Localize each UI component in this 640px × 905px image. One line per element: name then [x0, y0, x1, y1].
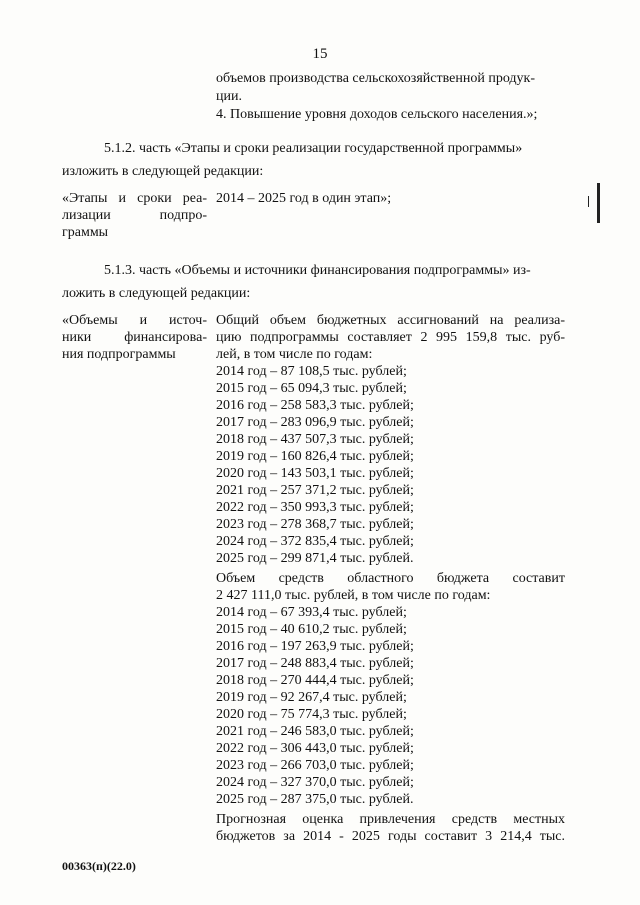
list-item: 2017 год – 283 096,9 тыс. рублей; — [216, 415, 414, 430]
local-intro-line: бюджетов за 2014 - 2025 годы составит 3 214,4 тыс. — [216, 829, 565, 844]
list-item: 2022 год – 350 993,3 тыс. рублей; — [216, 500, 414, 515]
document-code: 00363(п)(22.0) — [62, 859, 136, 873]
stages-label-line: «Этапы и сроки реа- — [62, 191, 207, 206]
list-item: 2024 год – 327 370,0 тыс. рублей; — [216, 775, 414, 790]
text-line: объемов производства сельскохозяйственной продук- — [216, 71, 535, 86]
list-item: 2023 год – 278 368,7 тыс. рублей; — [216, 517, 414, 532]
funding-label-line: ники финансирова- — [62, 330, 207, 345]
list-item: 2022 год – 306 443,0 тыс. рублей; — [216, 741, 414, 756]
funding-intro-line: Общий объем бюджетных ассигнований на реализа- — [216, 313, 565, 328]
stages-label-line: лизации подпро- — [62, 208, 207, 223]
paragraph-5-1-3-line: ложить в следующей редакции: — [62, 286, 251, 301]
local-intro-line: Прогнозная оценка привлечения средств местных — [216, 812, 565, 827]
list-item: 2016 год – 258 583,3 тыс. рублей; — [216, 398, 414, 413]
regional-intro-line: Объем средств областного бюджета составит — [216, 571, 565, 586]
regional-intro-line: 2 427 111,0 тыс. рублей, в том числе по годам: — [216, 588, 491, 603]
paragraph-5-1-3-line: 5.1.3. часть «Объемы и источники финансирования подпрограммы» из- — [104, 263, 531, 278]
list-item: 2017 год – 248 883,4 тыс. рублей; — [216, 656, 414, 671]
list-item: 2014 год – 67 393,4 тыс. рублей; — [216, 605, 407, 620]
funding-intro-line: цию подпрограммы составляет 2 995 159,8 тыс. руб- — [216, 330, 565, 345]
margin-mark — [597, 183, 600, 223]
stages-label-line: граммы — [62, 225, 109, 240]
text-line: 4. Повышение уровня доходов сельского населения.»; — [216, 107, 538, 122]
text-line: ции. — [216, 89, 242, 104]
list-item: 2025 год – 287 375,0 тыс. рублей. — [216, 792, 414, 807]
list-item: 2021 год – 257 371,2 тыс. рублей; — [216, 483, 414, 498]
list-item: 2020 год – 75 774,3 тыс. рублей; — [216, 707, 407, 722]
page-number: 15 — [312, 46, 328, 62]
list-item: 2019 год – 92 267,4 тыс. рублей; — [216, 690, 407, 705]
paragraph-5-1-2-line: 5.1.2. часть «Этапы и сроки реализации государственной программы» — [104, 141, 523, 156]
margin-mark — [588, 196, 589, 207]
list-item: 2023 год – 266 703,0 тыс. рублей; — [216, 758, 414, 773]
funding-intro-line: лей, в том числе по годам: — [216, 347, 373, 362]
stages-value: 2014 – 2025 год в один этап»; — [216, 191, 392, 206]
funding-label-line: ния подпрограммы — [62, 347, 176, 362]
list-item: 2014 год – 87 108,5 тыс. рублей; — [216, 364, 407, 379]
list-item: 2015 год – 40 610,2 тыс. рублей; — [216, 622, 407, 637]
list-item: 2024 год – 372 835,4 тыс. рублей; — [216, 534, 414, 549]
list-item: 2020 год – 143 503,1 тыс. рублей; — [216, 466, 414, 481]
list-item: 2021 год – 246 583,0 тыс. рублей; — [216, 724, 414, 739]
list-item: 2015 год – 65 094,3 тыс. рублей; — [216, 381, 407, 396]
list-item: 2016 год – 197 263,9 тыс. рублей; — [216, 639, 414, 654]
list-item: 2019 год – 160 826,4 тыс. рублей; — [216, 449, 414, 464]
list-item: 2018 год – 270 444,4 тыс. рублей; — [216, 673, 414, 688]
paragraph-5-1-2-line: изложить в следующей редакции: — [62, 164, 264, 179]
funding-label-line: «Объемы и источ- — [62, 313, 207, 328]
list-item: 2025 год – 299 871,4 тыс. рублей. — [216, 551, 414, 566]
list-item: 2018 год – 437 507,3 тыс. рублей; — [216, 432, 414, 447]
